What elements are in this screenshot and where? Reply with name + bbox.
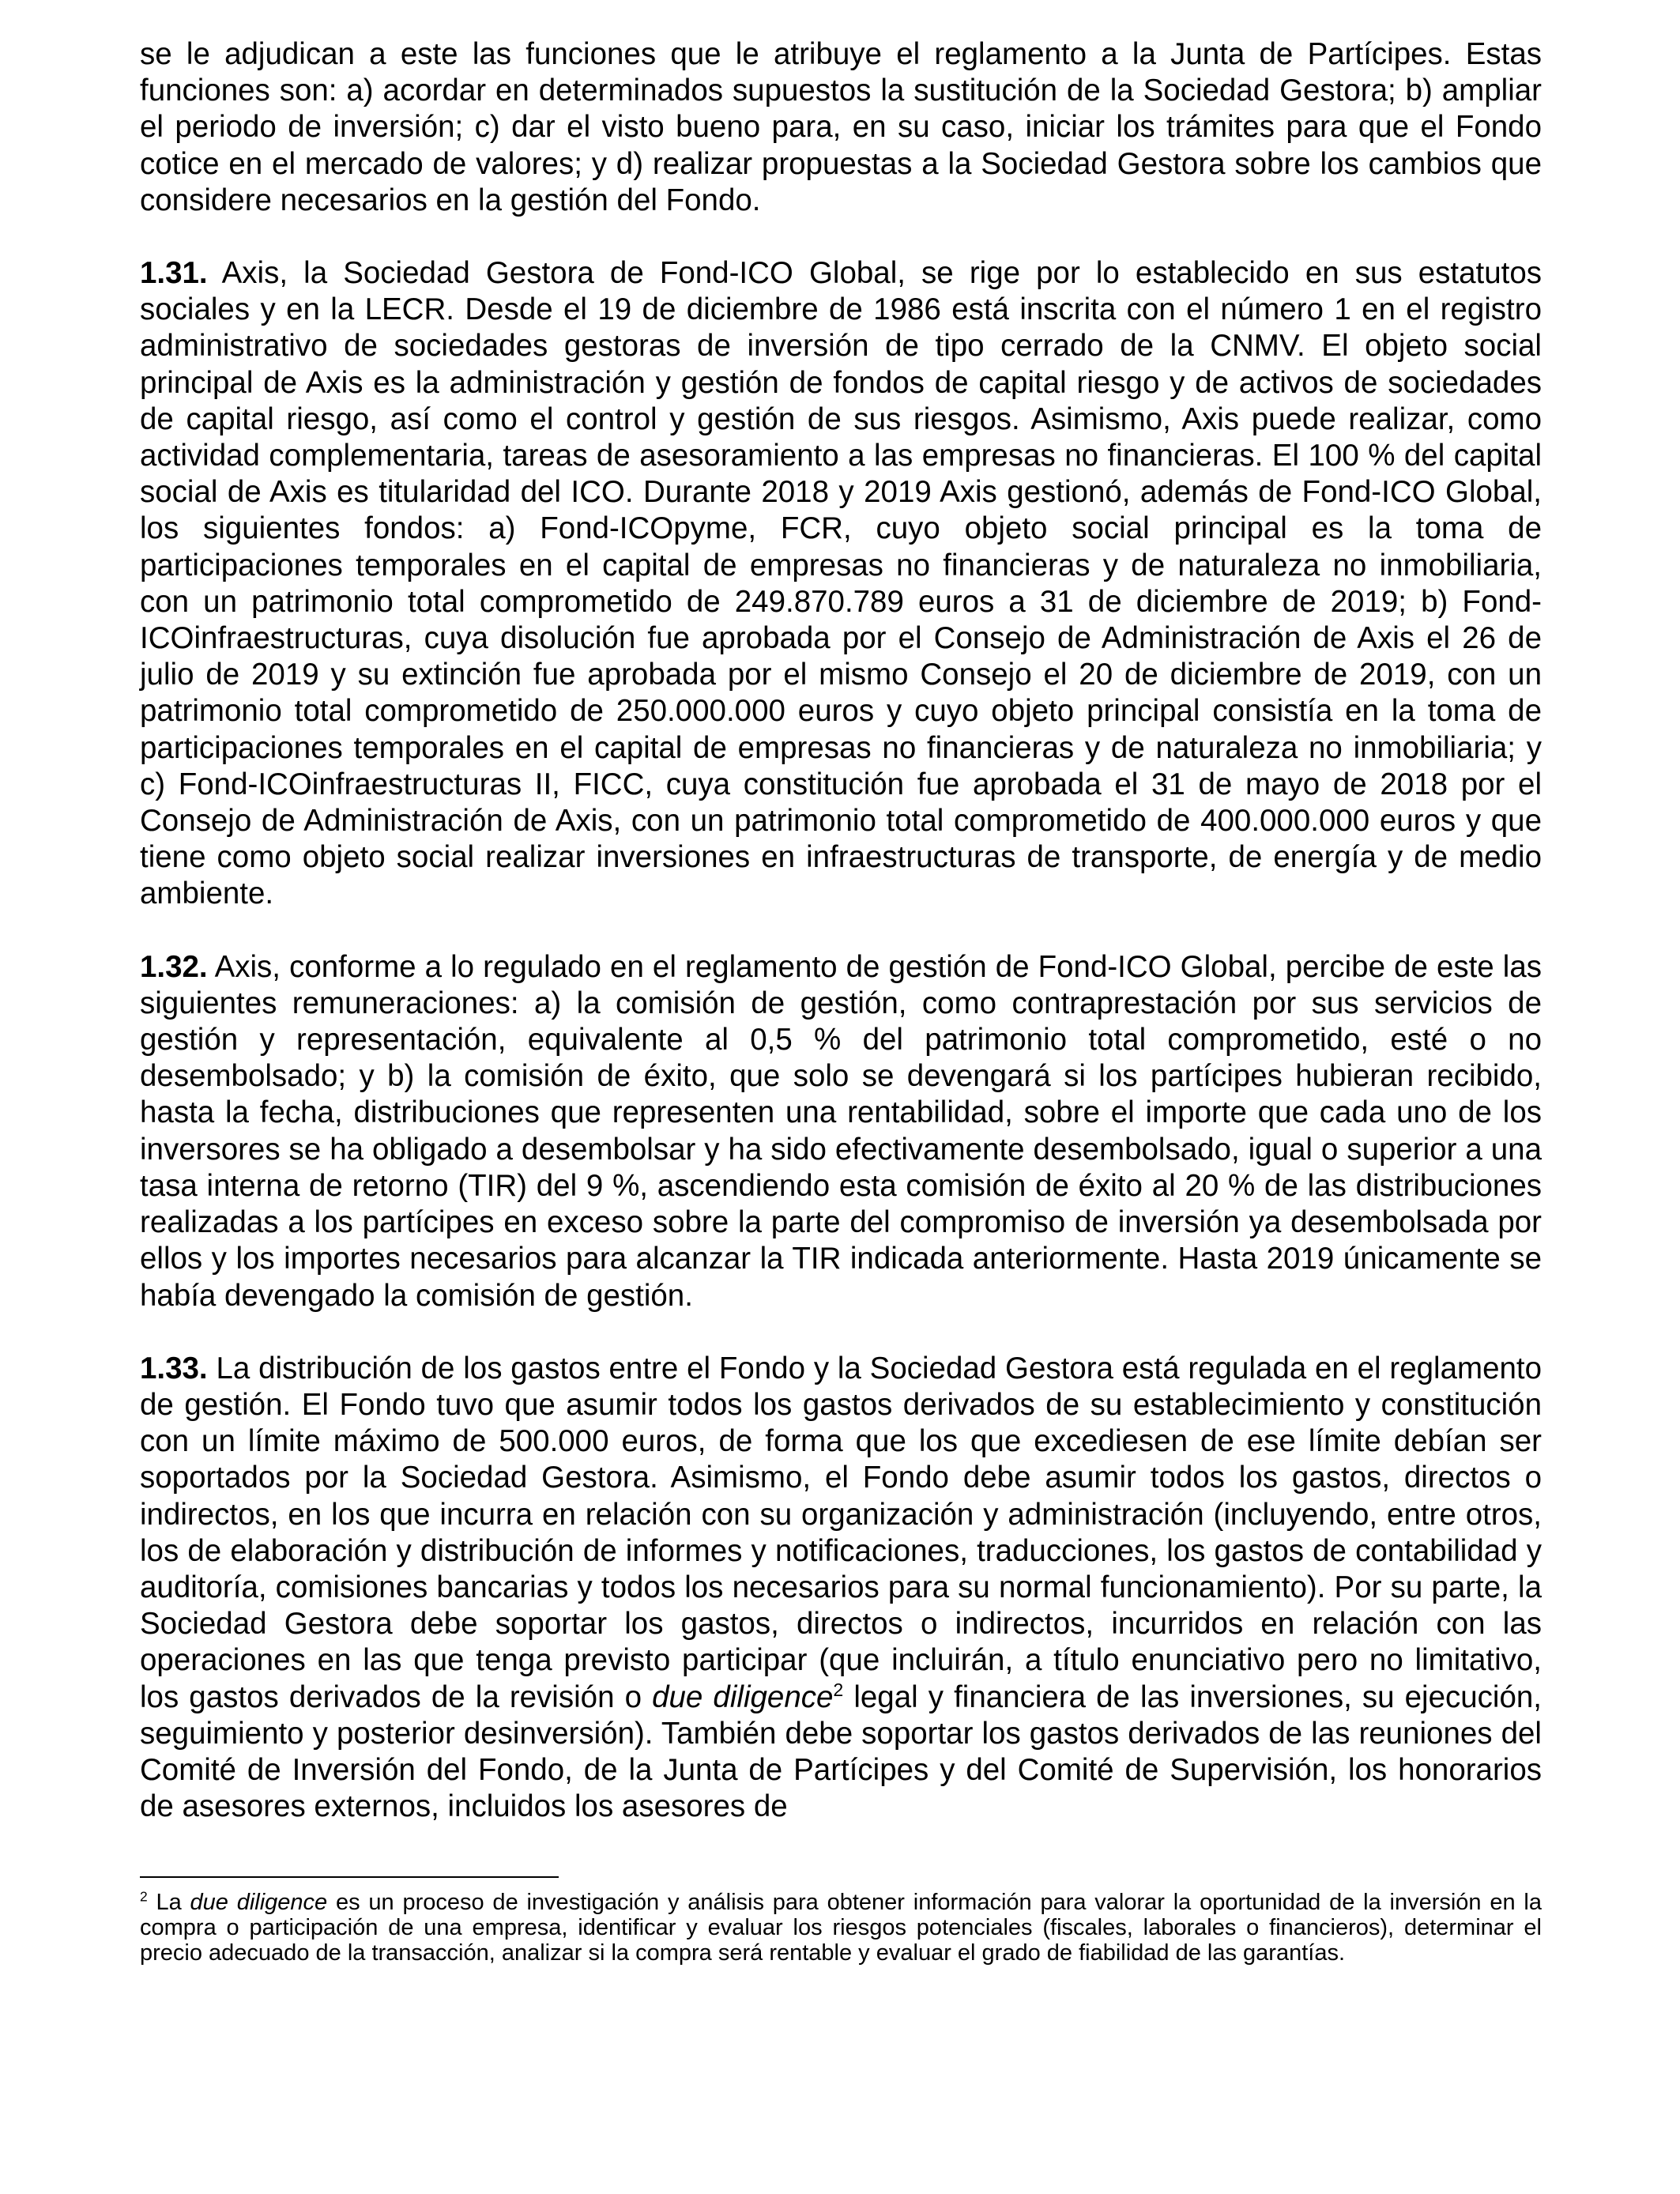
paragraph-number: 1.31.: [140, 256, 208, 291]
paragraph-1-32: [140, 949, 1542, 1314]
paragraph-text: La distribución de los gastos entre el Fondo y la Sociedad Gestora está regulada en el reglamento de gestión. El Fondo tuvo que asumir todos los gastos derivados de su establecimiento y constitución con un límite máximo de 500.000 euros, de forma que los que excediesen de ese límite debían ser soportados por la Sociedad Gestora. Asimismo, el Fondo debe asumir todos los gastos, directos o indirectos, en los que incurra en relación con su organización y administración (incluyendo, entre otros, los de elaboración y distribución de informes y notificaciones, traducciones, los gastos de contabilidad y auditoría, comisiones bancarias y todos los necesarios para su normal funcionamiento). Por su parte, la Sociedad Gestora debe soportar los gastos, directos o indirectos, incurridos en relación con las operaciones en las que tenga previsto participar (que incluirán, a título enunciativo pero no limitativo, los gastos derivados de la revisión o: [140, 1351, 1542, 1714]
document-page: [140, 36, 1542, 1825]
footnote-text: La: [147, 1890, 190, 1915]
paragraph-number: 1.33.: [140, 1351, 208, 1385]
paragraph-number: 1.32.: [140, 949, 208, 984]
footnote: [140, 1890, 1542, 1966]
italic-term: due diligence: [190, 1890, 328, 1915]
paragraph-1-31: [140, 255, 1542, 913]
paragraph-text: Axis, conforme a lo regulado en el reglamento de gestión de Fond-ICO Global, percibe de este las siguientes remuneraciones: a) la comisión de gestión, como contraprestación por sus servicios de gestión y representación, equivalente al 0,5 % del patrimonio total comprometido, esté o no desembolsado; y b) la comisión de éxito, que solo se devengará si los partícipes hubieran recibido, hasta la fecha, distribuciones que representen una rentabilidad, sobre el importe que cada uno de los inversores se ha obligado a desembolsar y ha sido efectivamente desembolsado, igual o superior a una tasa interna de retorno (TIR) del 9 %, ascendiendo esta comisión de éxito al 20 % de las distribuciones realizadas a los partícipes en exceso sobre la parte del compromiso de inversión ya desembolsada por ellos y los importes necesarios para alcanzar la TIR indicada anteriormente. Hasta 2019 únicamente se había devengado la comisión de gestión.: [140, 949, 1542, 1313]
footnote-separator: [140, 1876, 559, 1878]
footnote-marker: 2: [140, 1888, 148, 1905]
italic-term: due diligence: [652, 1679, 834, 1714]
paragraph-text: Axis, la Sociedad Gestora de Fond-ICO Global, se rige por lo establecido en sus estatutos sociales y en la LECR. Desde el 19 de diciembre de 1986 está inscrita con el número 1 en el registro administrativo de sociedades gestoras de inversión de tipo cerrado de la CNMV. El objeto social principal de Axis es la administración y gestión de fondos de capital riesgo y de activos de sociedades de capital riesgo, así como el control y gestión de sus riesgos. Asimismo, Axis puede realizar, como actividad complementaria, tareas de asesoramiento a las empresas no financieras. El 100 % del capital social de Axis es titularidad del ICO. Durante 2018 y 2019 Axis gestionó, además de Fond-ICO Global, los siguientes fondos: a) Fond-ICOpyme, FCR, cuyo objeto social principal es la toma de participaciones temporales en el capital de empresas no financieras y de naturaleza no inmobiliaria, con un patrimonio total comprometido de 249.870.789 euros a 31 de diciembre de 2019; b) Fond-ICOinfraestructuras, cuya disolución fue aprobada por el Consejo de Administración de Axis el 26 de julio de 2019 y su extinción fue aprobada por el mismo Consejo el 20 de diciembre de 2019, con un patrimonio total comprometido de 250.000.000 euros y cuyo objeto principal consistía en la toma de participaciones temporales en el capital de empresas no financieras y de naturaleza no inmobiliaria; y c) Fond-ICOinfraestructuras II, FICC, cuya constitución fue aprobada el 31 de mayo de 2018 por el Consejo de Administración de Axis, con un patrimonio total comprometido de 400.000.000 euros y que tiene como objeto social realizar inversiones en infraestructuras de transporte, de energía y de medio ambiente.: [140, 256, 1542, 911]
paragraph-text: se le adjudican a este las funciones que le atribuye el reglamento a la Junta de Partícipes. Estas funciones son: a) acordar en determinados supuestos la sustitución de la Sociedad Gestora; b) ampliar el periodo de inversión; c) dar el visto bueno para, en su caso, iniciar los trámites para que el Fondo cotice en el mercado de valores; y d) realizar propuestas a la Sociedad Gestora sobre los cambios que considere necesarios en la gestión del Fondo.: [140, 37, 1542, 217]
paragraph-1-33: [140, 1351, 1542, 1826]
paragraph-continuation: [140, 36, 1542, 219]
paragraph-text: legal y financiera de las inversiones, su ejecución, seguimiento y posterior desinversión). También debe soportar los gastos derivados de las reuniones del Comité de Inversión del Fondo, de la Junta de Partícipes y del Comité de Supervisión, los honorarios de asesores externos, incluidos los asesores de: [140, 1679, 1542, 1824]
footnote-reference[interactable]: 2: [833, 1679, 844, 1700]
footnote-text: es un proceso de investigación y análisis para obtener información para valorar la oportunidad de la inversión en la compra o participación de una empresa, identificar y evaluar los riesgos potenciales (fiscales, laborales o financieros), determinar el precio adecuado de la transacción, analizar si la compra será rentable y evaluar el grado de fiabilidad de las garantías.: [140, 1890, 1542, 1966]
